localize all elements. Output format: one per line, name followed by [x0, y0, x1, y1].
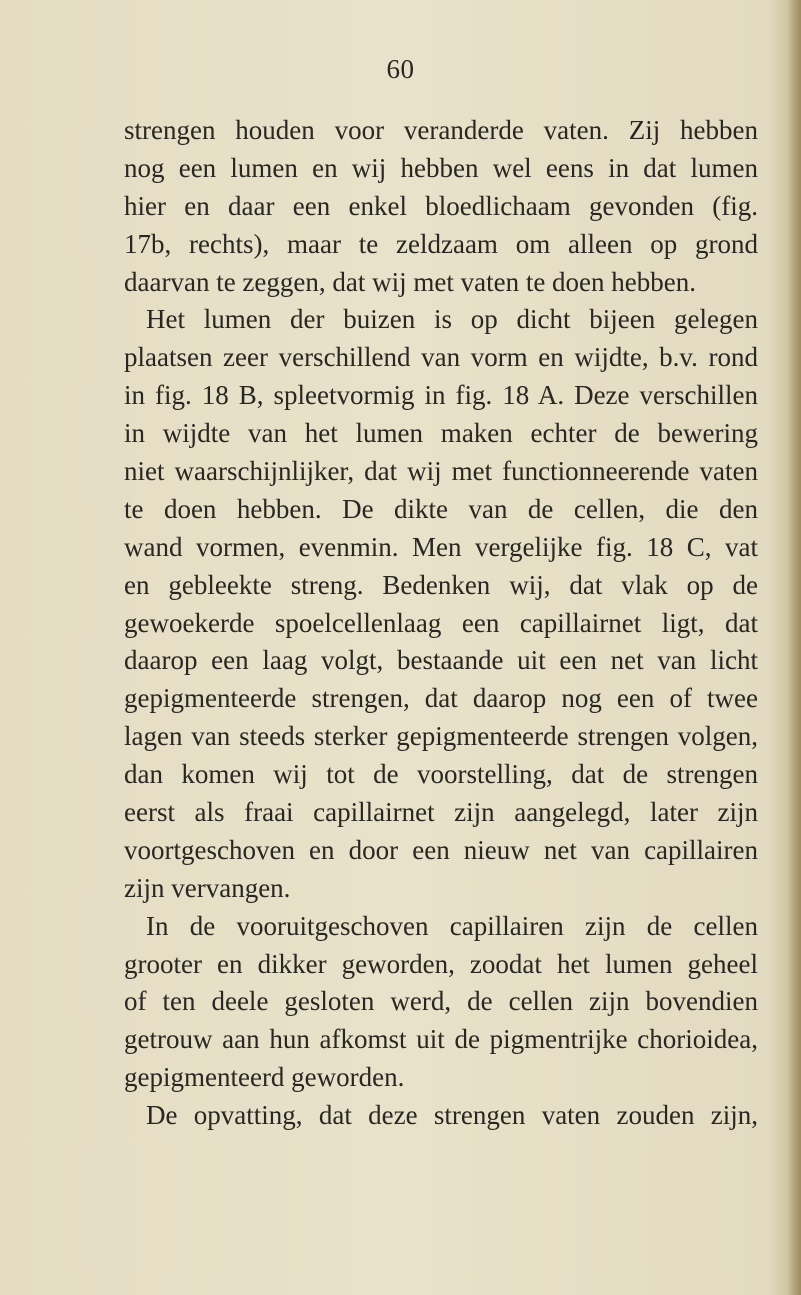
text-line: gepigmenteerd geworden. [124, 1062, 405, 1093]
text-line: te doen hebben. De dikte van de cellen, die den [124, 493, 758, 524]
text-line: Het lumen der buizen is op dicht bijeen gelegen [146, 304, 758, 335]
text-line: of ten deele gesloten werd, de cellen zijn bovendien [124, 986, 758, 1017]
text-line: niet waarschijnlijker, dat wij met functionneerende vaten [124, 456, 758, 487]
text-line: en gebleekte streng. Bedenken wij, dat vlak op de [124, 569, 758, 600]
text-line: plaatsen zeer verschillend van vorm en wijdte, b.v. rond [124, 342, 758, 373]
text-line: hier en daar een enkel bloedlichaam gevonden (fig. [124, 190, 758, 221]
text-line: getrouw aan hun afkomst uit de pigmentrijke chorioidea, [124, 1024, 758, 1055]
text-line: daarop een laag volgt, bestaande uit een net van licht [124, 645, 758, 676]
text-line: In de vooruitgeschoven capillairen zijn de cellen [146, 910, 758, 941]
page-edge-shadow [787, 0, 801, 1295]
text-line: wand vormen, evenmin. Men vergelijke fig. 18 C, vat [124, 531, 758, 562]
text-line: gepigmenteerde strengen, dat daarop nog een of twee [124, 683, 758, 714]
text-line: daarvan te zeggen, dat wij met vaten te doen hebben. [124, 266, 697, 297]
text-line: zijn vervangen. [124, 872, 291, 903]
text-line: nog een lumen en wij hebben wel eens in dat lumen [124, 152, 758, 183]
text-line: in wijdte van het lumen maken echter de bewering [124, 418, 758, 449]
text-line: De opvatting, dat deze strengen vaten zouden zijn, [146, 1100, 758, 1131]
text-line: dan komen wij tot de voorstelling, dat de strengen [124, 759, 758, 790]
text-line: eerst als fraai capillairnet zijn aangelegd, later zijn [124, 797, 758, 828]
text-line: grooter en dikker geworden, zoodat het lumen geheel [124, 948, 758, 979]
page-number: 60 [386, 54, 415, 84]
text-line: gewoekerde spoelcellenlaag een capillairnet ligt, dat [124, 607, 758, 638]
text-line: in fig. 18 B, spleetvormig in fig. 18 A. Deze verschillen [124, 380, 758, 411]
text-line: lagen van steeds sterker gepigmenteerde strengen volgen, [124, 721, 758, 752]
text-line: voortgeschoven en door een nieuw net van capillairen [124, 834, 758, 865]
text-line: strengen houden voor veranderde vaten. Zij hebben [124, 115, 758, 145]
body-text [124, 112, 758, 1135]
text-line: 17b, rechts), maar te zeldzaam om alleen op grond [124, 228, 758, 259]
